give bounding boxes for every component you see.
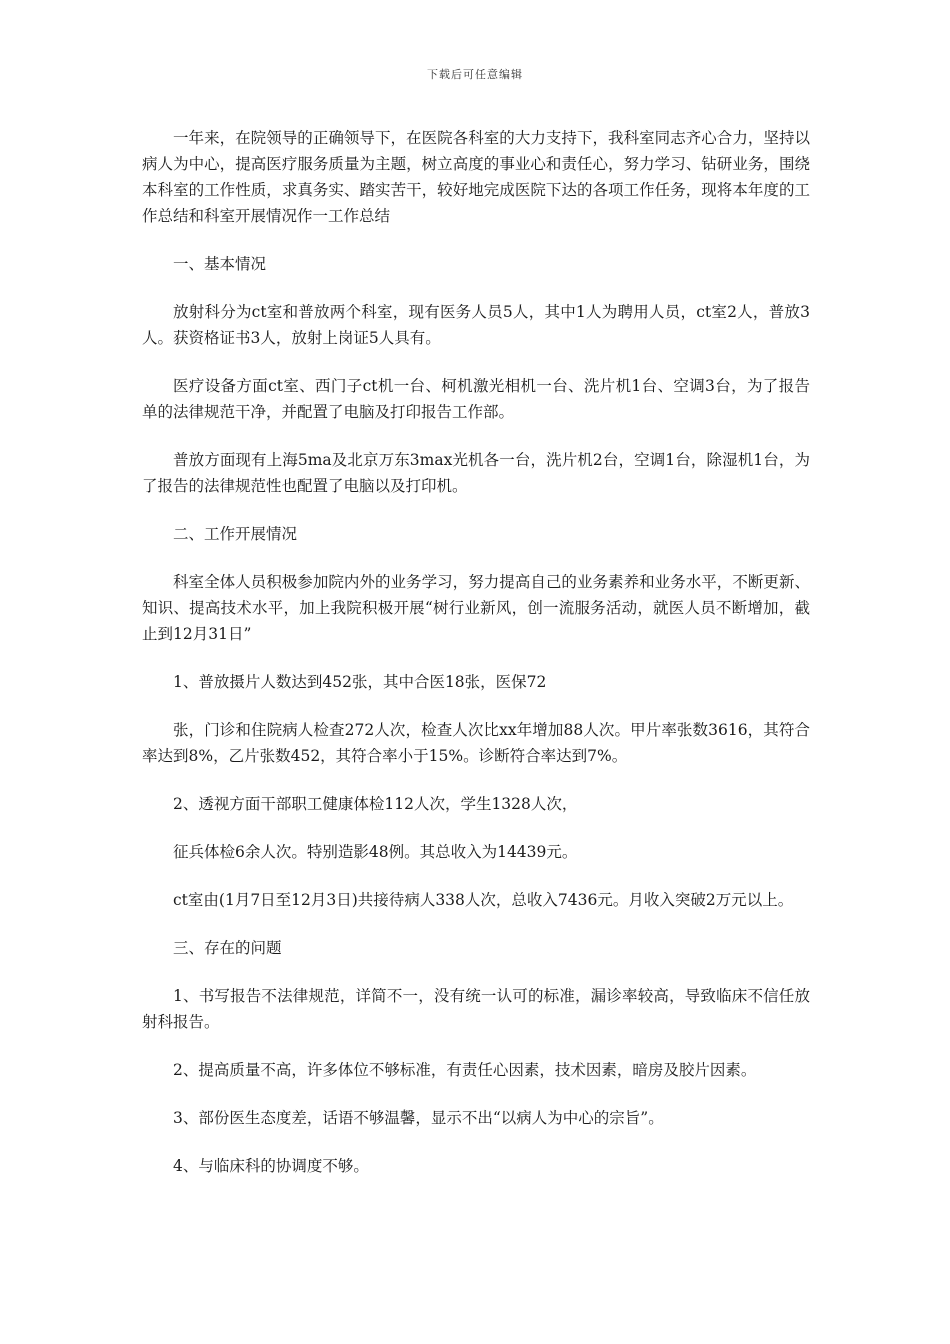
section-heading-work: 二、工作开展情况 (173, 525, 298, 543)
ct-income-paragraph: ct室由(1月7日至12月3日)共接待病人338人次，总收入7436元。月收入突破2万元以上。 (173, 891, 794, 909)
radiography-detail-paragraph: 张，门诊和住院病人检查272人次，检查人次比xx年增加88人次。甲片率张数3616，其符合率达到8%，乙片张数452，其符合率小于15%。诊断符合率达到7%。 (142, 721, 810, 765)
staff-paragraph: 放射科分为ct室和普放两个科室，现有医务人员5人，其中1人为聘用人员，ct室2人，普放3人。获资格证书3人，放射上岗证5人具有。 (142, 303, 810, 347)
problem-item-3: 3、部份医生态度差，话语不够温馨，显示不出“以病人为中心的宗旨”。 (173, 1109, 664, 1127)
problem-item-4: 4、与临床科的协调度不够。 (173, 1157, 369, 1175)
document-body (142, 125, 810, 1201)
xray-equipment-paragraph: 普放方面现有上海5ma及北京万东3max光机各一台，洗片机2台，空调1台，除湿机1台，为了报告的法律规范性也配置了电脑以及打印机。 (142, 451, 810, 495)
intro-paragraph: 一年来，在院领导的正确领导下，在医院各科室的大力支持下，我科室同志齐心合力，坚持以病人为中心，提高医疗服务质量为主题，树立高度的事业心和责任心，努力学习、钻研业务，围绕本科室的工作性质，求真务实、踏实苦干，较好地完成医院下达的各项工作任务，现将本年度的工作总结和科室开展情况作一工作总结 (142, 129, 810, 225)
fluoroscopy-paragraph: 2、透视方面干部职工健康体检112人次，学生1328人次， (173, 795, 578, 813)
ct-equipment-paragraph: 医疗设备方面ct室、西门子ct机一台、柯机激光相机一台、洗片机1台、空调3台，为了报告单的法律规范干净，并配置了电脑及打印报告工作部。 (142, 377, 810, 421)
section-heading-basic-info: 一、基本情况 (173, 255, 267, 273)
problem-item-1: 1、书写报告不法律规范，详简不一，没有统一认可的标准，漏诊率较高，导致临床不信任放射科报告。 (142, 987, 810, 1031)
problem-item-2: 2、提高质量不高，许多体位不够标准，有责任心因素，技术因素，暗房及胶片因素。 (173, 1061, 757, 1079)
radiography-count-paragraph: 1、普放摄片人数达到452张，其中合医18张，医保72 (173, 673, 547, 691)
conscription-paragraph: 征兵体检6余人次。特别造影48例。其总收入为14439元。 (173, 843, 578, 861)
section-heading-problems: 三、存在的问题 (173, 939, 282, 957)
page-header: 下载后可任意编辑 (427, 68, 523, 81)
study-paragraph: 科室全体人员积极参加院内外的业务学习，努力提高自己的业务素养和业务水平，不断更新、知识、提高技术水平，加上我院积极开展“树行业新风，创一流服务活动，就医人员不断增加，截止到12月31日” (142, 573, 810, 643)
